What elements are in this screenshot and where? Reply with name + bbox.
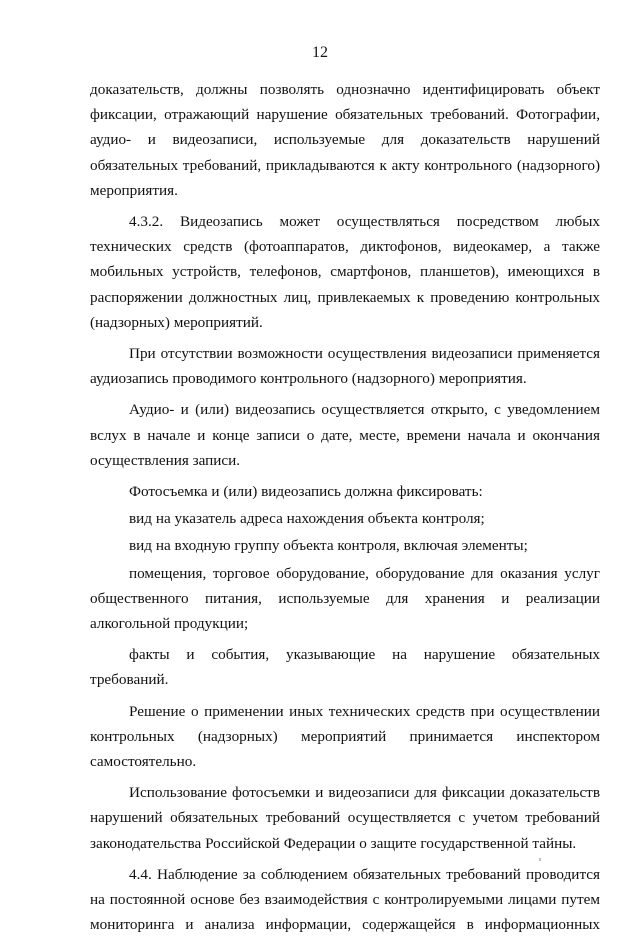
paragraph-4-4: 4.4. Наблюдение за соблюдением обязательных требований проводится на постоянной основе без взаимодействия с контролируемыми лицами путем мониторинга и анализа информации, содержащейся в информационных [90,865,600,934]
paragraph-open-recording: Аудио- и (или) видеозапись осуществляется открыто, с уведомлением вслух в начале и конце записи о дате, месте, времени начала и окончания осуществления записи. [90,401,600,469]
list-item-entrance-group: вид на входную группу объекта контроля, включая элементы; [129,537,528,555]
paragraph-other-means: Решение о применении иных технических средств при осуществлении контрольных (надзорных) мероприятий принимается инспектором самостоятельно. [90,702,600,771]
list-item-address-sign: вид на указатель адреса нахождения объекта контроля; [129,510,485,528]
list-item-premises-equipment: помещения, торговое оборудование, оборудование для оказания услуг общественного питания, используемые для хранения и реализации алкогольной продукции; [90,564,600,633]
paragraph-continuation: доказательств, должны позволять однозначно идентифицировать объект фиксации, отражающий нарушение обязательных требований. Фотографии, аудио- и видеозаписи, используемые для доказательств нарушений обязательных требований, прикладываются к акту контрольного (надзорного) мероприятия. [90,81,600,199]
paragraph-recording-scope: Фотосъемка и (или) видеозапись должна фиксировать: [129,483,483,501]
document-body [90,77,600,944]
scan-speck [539,858,541,861]
page-number: 12 [312,44,328,61]
paragraph-audio-fallback: При отсутствии возможности осуществления видеозаписи применяется аудиозапись проводимого контрольного (надзорного) мероприятия. [90,345,600,388]
paragraph-state-secret: Использование фотосъемки и видеозаписи для фиксации доказательств нарушений обязательных требований осуществляется с учетом требований законодательства Российской Федерации о защите государственной тайны. [90,784,600,852]
paragraph-4-3-2: 4.3.2. Видеозапись может осуществляться посредством любых технических средств (фотоаппаратов, диктофонов, видеокамер, а также мобильных устройств, телефонов, смартфонов, планшетов), имеющихся в распоряжении должностных лиц, привлекаемых к проведению контрольных (надзорных) мероприятий. [90,213,600,331]
list-item-violation-facts: факты и события, указывающие на нарушение обязательных требований. [90,646,600,689]
